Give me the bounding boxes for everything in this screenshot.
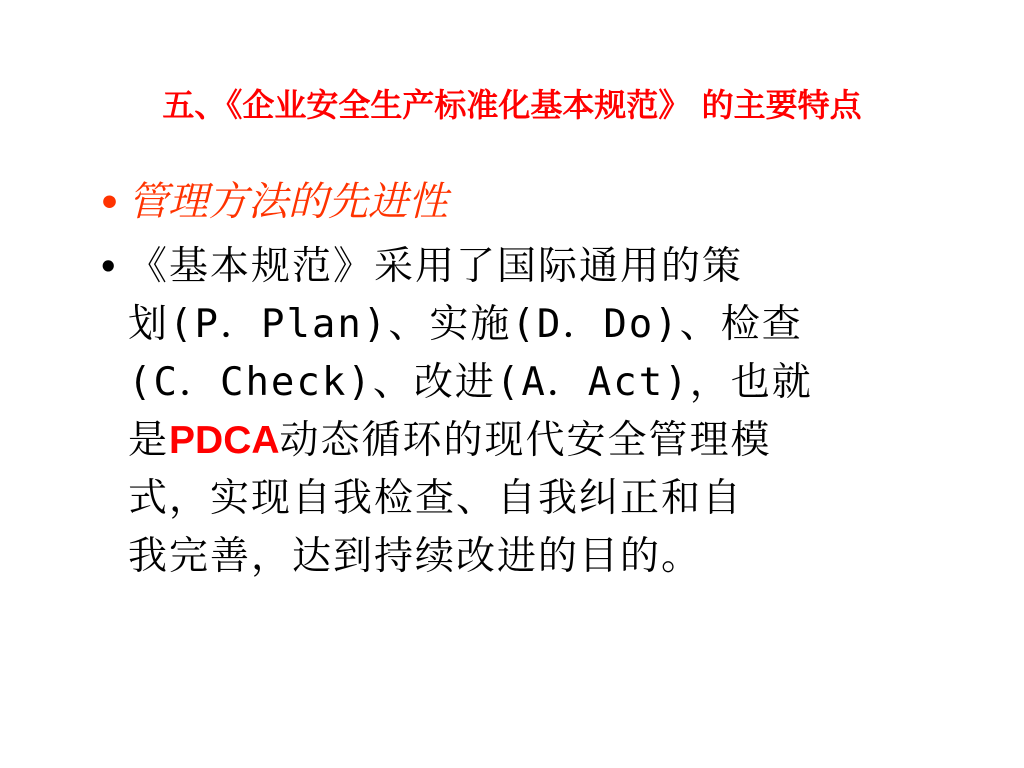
bullet-marker: • xyxy=(98,183,122,224)
bullet-list xyxy=(92,172,952,586)
bullet-item-management-method xyxy=(92,172,952,238)
paragraph-text: 是 xyxy=(128,418,170,463)
paragraph-line-pdca xyxy=(128,412,952,470)
paragraph-line: (C．Check)、改进(A．Act)，也就 xyxy=(128,360,813,405)
paragraph-line: 我完善，达到持续改进的目的。 xyxy=(128,534,703,579)
paragraph-text: 动态循环的现代安全管理模 xyxy=(279,418,772,463)
paragraph-line: 划(P．Plan)、实施(D．Do)、检查 xyxy=(128,302,803,347)
paragraph-line: 《基本规范》采用了国际通用的策 xyxy=(128,244,744,289)
bullet-item-pdca-description xyxy=(92,238,952,586)
bullet-text: 管理方法的先进性 xyxy=(128,179,448,225)
slide-title: 五、《企业安全生产标准化基本规范》 的主要特点 xyxy=(162,86,862,124)
paragraph-line: 式，实现自我检查、自我纠正和自 xyxy=(128,476,744,521)
bullet-marker: • xyxy=(98,248,121,286)
pdca-highlight: PDCA xyxy=(169,419,280,462)
